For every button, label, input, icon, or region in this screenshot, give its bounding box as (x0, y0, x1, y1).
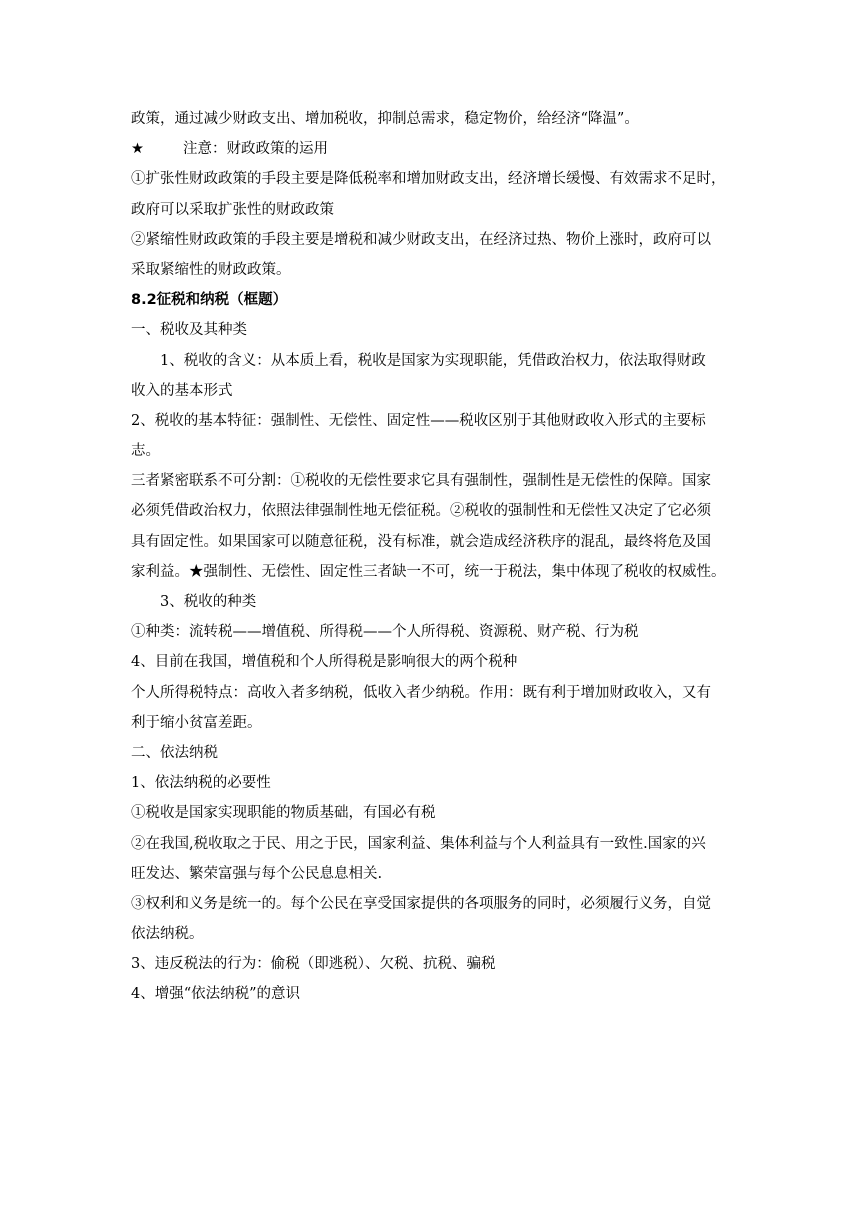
paragraph-line: 政策，通过减少财政支出、增加税收，抑制总需求，稳定物价，给经济“降温”。 (131, 111, 639, 127)
paragraph-line: ①扩张性财政政策的手段主要是降低税率和增加财政支出，经济增长缓慢、有效需求不足时， (131, 171, 726, 188)
paragraph-line: 旺发达、繁荣富强与每个公民息息相关. (131, 865, 383, 882)
paragraph-line: 个人所得税特点：高收入者多纳税，低收入者少纳税。作用：既有利于增加财政收入，又有 (131, 684, 711, 701)
paragraph-line: ③权利和义务是统一的。每个公民在享受国家提供的各项服务的同时，必须履行义务，自觉 (131, 895, 711, 912)
paragraph-line: 收入的基本形式 (131, 382, 233, 399)
paragraph-line: 3、税收的种类 (160, 594, 257, 610)
section-heading: 8.2征税和纳税（框题） (131, 292, 288, 309)
paragraph-line: 3、违反税法的行为：偷税（即逃税）、欠税、抗税、骗税 (131, 956, 496, 973)
paragraph-line: 必须凭借政治权力，依照法律强制性地无偿征税。②税收的强制性和无偿性又决定了它必须 (131, 503, 711, 520)
paragraph-line: ②紧缩性财政政策的手段主要是增税和减少财政支出，在经济过热、物价上涨时，政府可以 (131, 231, 711, 248)
paragraph-line: 1、税收的含义：从本质上看，税收是国家为实现职能，凭借政治权力，依法取得财政 (160, 352, 706, 369)
paragraph-line: 采取紧缩性的财政政策。 (131, 261, 291, 278)
subsection-heading: 一、税收及其种类 (131, 322, 247, 339)
star-icon: ★ (131, 141, 144, 158)
document-page (131, 104, 731, 1010)
note-heading (131, 134, 731, 164)
paragraph-line: 利于缩小贫富差距。 (131, 714, 262, 731)
paragraph-line: 三者紧密联系不可分割：①税收的无偿性要求它具有强制性，强制性是无偿性的保障。国家 (131, 473, 711, 490)
paragraph-line: 4、目前在我国，增值税和个人所得税是影响很大的两个税种 (131, 654, 518, 671)
paragraph-line: 志。 (131, 443, 160, 460)
note-heading-text: 注意：财政政策的运用 (183, 141, 328, 158)
paragraph-line: ②在我国,税收取之于民、用之于民，国家利益、集体利益与个人利益具有一致性.国家的兴 (131, 835, 706, 852)
paragraph-line: 4、增强“依法纳税”的意识 (131, 986, 301, 1003)
paragraph-line: 1、依法纳税的必要性 (131, 775, 271, 792)
paragraph-line: 政府可以采取扩张性的财政政策 (131, 201, 334, 218)
paragraph-line: 具有固定性。如果国家可以随意征税，没有标准，就会造成经济秩序的混乱，最终将危及国 (131, 533, 711, 550)
paragraph-line: 家利益。★强制性、无偿性、固定性三者缺一不可，统一于税法，集中体现了税收的权威性。 (131, 563, 726, 580)
paragraph-line: ①种类：流转税——增值税、所得税——个人所得税、资源税、财产税、行为税 (131, 624, 639, 641)
paragraph-line: 依法纳税。 (131, 926, 204, 943)
paragraph-line: 2、税收的基本特征：强制性、无偿性、固定性——税收区别于其他财政收入形式的主要标 (131, 412, 706, 429)
subsection-heading: 二、依法纳税 (131, 744, 218, 761)
paragraph-line: ①税收是国家实现职能的物质基础，有国必有税 (131, 805, 436, 822)
